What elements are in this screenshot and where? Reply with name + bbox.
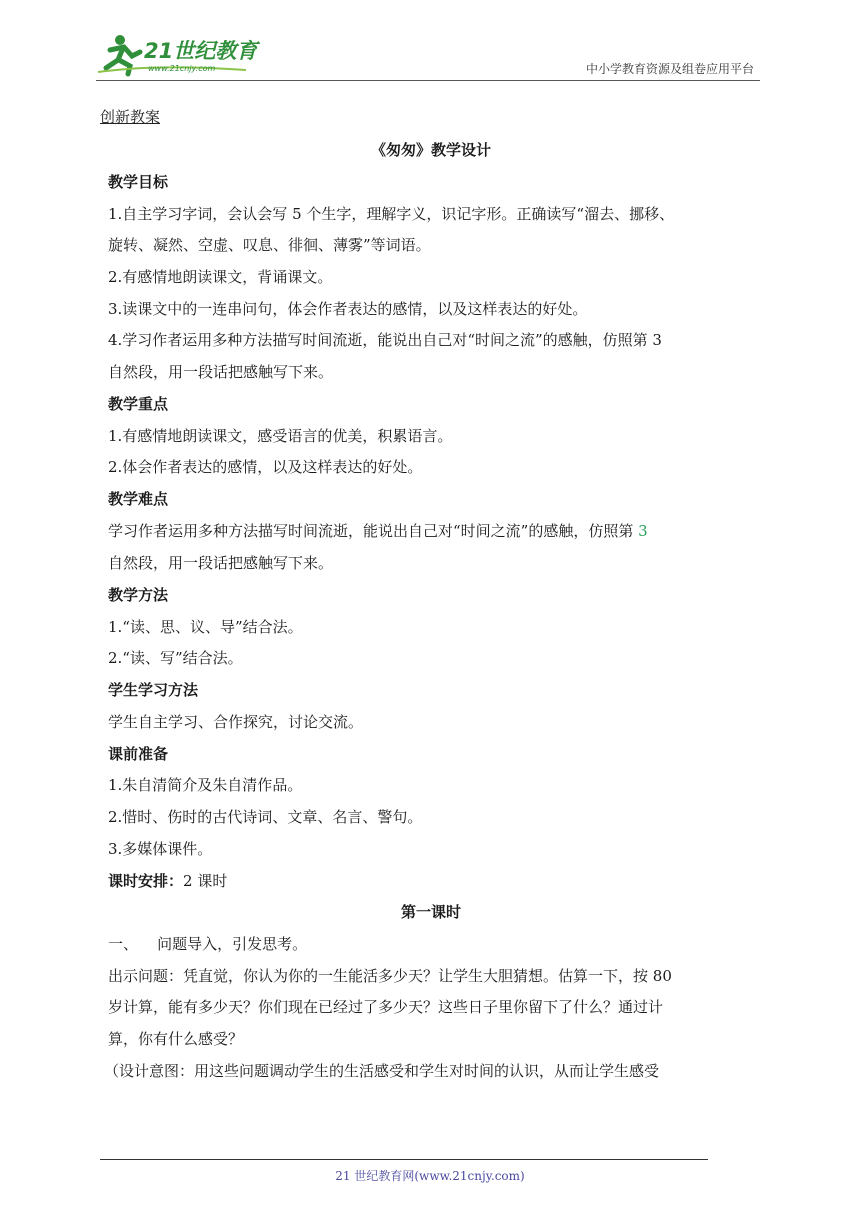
- goal-1-line-1: 1.自主学习字词，会认会写 5 个生字，理解字义，识记字形。正确读写“溜去、挪移、: [108, 205, 675, 223]
- footer-divider: [100, 1159, 708, 1160]
- prep-1: 1.朱自清简介及朱自清作品。: [108, 776, 303, 794]
- heading-preparation: 课前准备: [108, 745, 169, 763]
- heading-methods: 教学方法: [108, 586, 169, 604]
- goal-4-line-2: 自然段，用一段话把感触写下来。: [108, 363, 334, 381]
- difficulty-line-1: [108, 522, 648, 540]
- paragraph-1-line-3: 算，你有什么感受？: [108, 1030, 244, 1048]
- difficulty-text: 学习作者运用多种方法描写时间流逝，能说出自己对“时间之流”的感触，仿照第: [108, 522, 639, 540]
- difficulty-line-2: 自然段，用一段话把感触写下来。: [108, 554, 334, 572]
- section-1-heading: 一、 问题导入，引发思考。: [108, 935, 308, 953]
- goal-3: 3.读课文中的一连串问句，体会作者表达的感情，以及这样表达的好处。: [108, 300, 588, 318]
- goal-1-line-2: 旋转、凝然、空虚、叹息、徘徊、薄雾”等词语。: [108, 236, 431, 254]
- lesson-title: 第一课时: [400, 903, 461, 921]
- schedule-value: 2 课时: [183, 872, 228, 890]
- site-logo: [96, 30, 266, 78]
- page-header: [96, 30, 760, 81]
- goal-2: 2.有感情地朗读课文，背诵课文。: [108, 268, 333, 286]
- schedule-label: 课时安排：: [108, 872, 184, 890]
- heading-goals: 教学目标: [108, 173, 169, 191]
- heading-key-points: 教学重点: [108, 395, 169, 413]
- schedule: [108, 872, 227, 890]
- goal-4-line-1: 4.学习作者运用多种方法描写时间流逝，能说出自己对“时间之流”的感触，仿照第 3: [108, 331, 662, 349]
- key-point-2: 2.体会作者表达的感情，以及这样表达的好处。: [108, 458, 423, 476]
- paragraph-1-line-1: 出示问题：凭直觉，你认为你的一生能活多少天？让学生大胆猜想。估算一下，按 80: [108, 967, 672, 985]
- footer-text[interactable]: 21 世纪教育网(www.21cnjy.com): [335, 1169, 525, 1183]
- document-title: 《匆匆》教学设计: [370, 141, 491, 159]
- prep-2: 2.惜时、伤时的古代诗词、文章、名言、警句。: [108, 808, 423, 826]
- paragraph-1-line-2: 岁计算，能有多少天？你们现在已经过了多少天？这些日子里你留下了什么？通过计: [108, 998, 664, 1016]
- header-tagline: 中小学教育资源及组卷应用平台: [585, 62, 754, 76]
- student-method-1: 学生自主学习、合作探究，讨论交流。: [108, 713, 364, 731]
- key-point-1: 1.有感情地朗读课文，感受语言的优美，积累语言。: [108, 427, 453, 445]
- method-2: 2.“读、写”结合法。: [108, 649, 243, 667]
- paragraph-2-line-1: （设计意图：用这些问题调动学生的生活感受和学生对时间的认识，从而让学生感受: [104, 1062, 660, 1080]
- method-1: 1.“读、思、议、导”结合法。: [108, 618, 303, 636]
- category-link[interactable]: 创新教案: [100, 108, 161, 126]
- logo-url: www.21cnjy.com: [148, 64, 216, 73]
- heading-student-methods: 学生学习方法: [108, 681, 199, 699]
- heading-difficulties: 教学难点: [108, 490, 169, 508]
- logo-brand: 21世纪教育: [144, 39, 258, 63]
- prep-3: 3.多媒体课件。: [108, 840, 213, 858]
- difficulty-number: 3: [638, 522, 648, 540]
